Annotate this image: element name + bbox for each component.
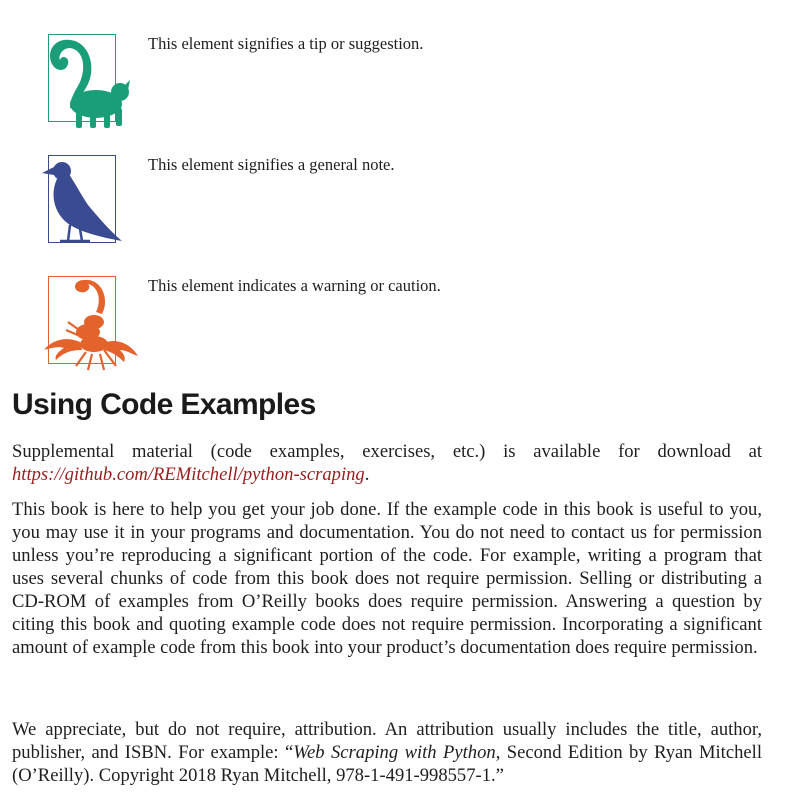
note-text: This element signifies a general note. bbox=[148, 155, 395, 174]
paragraph-attribution bbox=[12, 718, 762, 787]
lemur-icon bbox=[40, 34, 130, 134]
paragraph-supplemental-end: . bbox=[364, 464, 370, 485]
scorpion-icon bbox=[40, 276, 150, 376]
paragraph-permission: This book is here to help you get your job done. If the example code in this book is useful to you, you may use it in your programs and documentation. You do not need to contact us for permission unless you’re reproducing a significant portion of the code. For example, writing a program that uses several chunks of code from this book does not require permission. Selling or distributing a CD-ROM of examples from O’Reilly books does require permission. Answering a question by citing this book and quoting example code does not require permission. Incorporating a significant amount of example code from this book into your product’s documentation does require permission. bbox=[12, 499, 762, 658]
attribution-text-end: , Second Edition by Ryan Mitchell (O’Reilly). Copyright 2018 Ryan Mitchell, 978-1-491-998557-1.” bbox=[12, 742, 762, 786]
attribution-text-start: We appreciate, but do not require, attribution. An attribution usually includes the title, author, publisher, and ISBN. For example: “ bbox=[12, 719, 762, 763]
note-admonition bbox=[40, 155, 760, 255]
github-link[interactable]: https://github.com/REMitchell/python-scraping bbox=[12, 464, 365, 485]
attribution-book-title: Web Scraping with Python bbox=[293, 742, 496, 763]
paragraph-supplemental bbox=[12, 440, 762, 486]
crow-icon bbox=[40, 155, 130, 255]
section-heading: Using Code Examples bbox=[12, 388, 316, 421]
paragraph-supplemental-text: Supplemental material (code examples, exercises, etc.) is available for download at bbox=[12, 441, 762, 462]
tip-admonition bbox=[40, 34, 760, 134]
warning-admonition bbox=[40, 276, 760, 376]
warning-text: This element indicates a warning or caution. bbox=[148, 276, 441, 295]
tip-text: This element signifies a tip or suggestion. bbox=[148, 34, 424, 53]
